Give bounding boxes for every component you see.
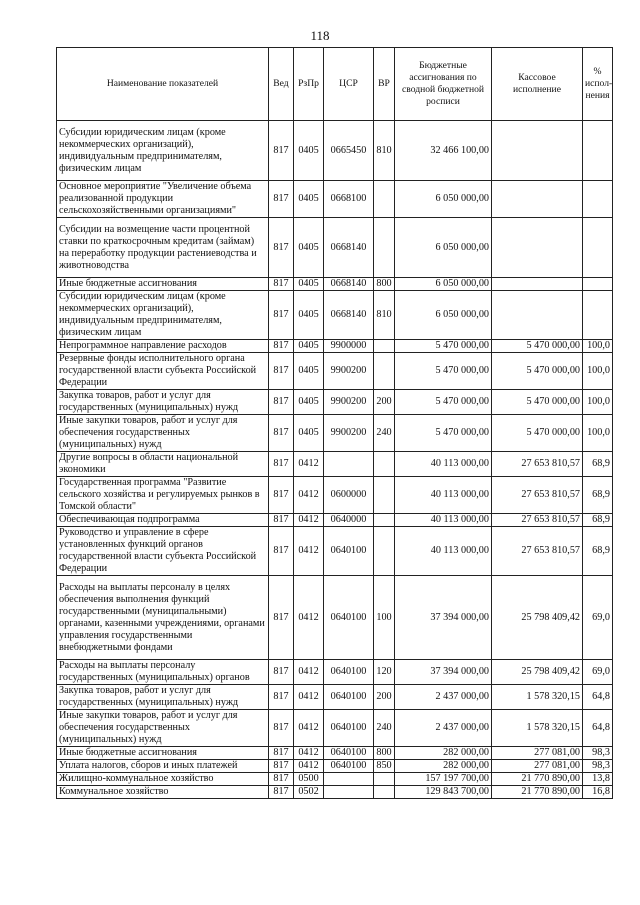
cell-vr: 120	[374, 660, 395, 685]
cell-rzpr: 0500	[294, 773, 324, 786]
cell-ved: 817	[269, 710, 294, 747]
cell-csr: 0668140	[324, 218, 374, 278]
cell-assign: 37 394 000,00	[395, 660, 492, 685]
cell-assign: 5 470 000,00	[395, 390, 492, 415]
cell-name: Резервные фонды исполнительного органа государственной власти субъекта Российской Федерации	[57, 353, 269, 390]
cell-ved: 817	[269, 291, 294, 340]
cell-vr: 240	[374, 415, 395, 452]
cell-cash: 1 578 320,15	[492, 710, 583, 747]
cell-vr: 200	[374, 685, 395, 710]
cell-ved: 817	[269, 415, 294, 452]
cell-ved: 817	[269, 340, 294, 353]
cell-rzpr: 0412	[294, 527, 324, 576]
cell-ved: 817	[269, 353, 294, 390]
cell-vr: 810	[374, 291, 395, 340]
cell-cash: 27 653 810,57	[492, 477, 583, 514]
cell-cash: 25 798 409,42	[492, 660, 583, 685]
cell-cash: 21 770 890,00	[492, 773, 583, 786]
table-row	[57, 660, 613, 685]
cell-csr: 0640100	[324, 710, 374, 747]
cell-vr	[374, 452, 395, 477]
table-row	[57, 218, 613, 278]
header-percent: % испол-нения	[583, 48, 613, 121]
cell-assign: 40 113 000,00	[395, 477, 492, 514]
cell-csr: 9900200	[324, 390, 374, 415]
cell-vr: 810	[374, 121, 395, 181]
cell-pct	[583, 278, 613, 291]
cell-csr: 9900200	[324, 415, 374, 452]
cell-name: Обеспечивающая подпрограмма	[57, 514, 269, 527]
cell-vr: 800	[374, 747, 395, 760]
cell-name: Субсидии юридическим лицам (кроме некоммерческих организаций), индивидуальным предпринимателям, физическим лицам	[57, 291, 269, 340]
cell-cash: 27 653 810,57	[492, 452, 583, 477]
cell-ved: 817	[269, 121, 294, 181]
cell-csr: 0668100	[324, 181, 374, 218]
cell-assign: 282 000,00	[395, 747, 492, 760]
cell-vr	[374, 514, 395, 527]
cell-assign: 40 113 000,00	[395, 452, 492, 477]
cell-assign: 40 113 000,00	[395, 514, 492, 527]
cell-cash	[492, 181, 583, 218]
cell-assign: 6 050 000,00	[395, 291, 492, 340]
cell-name: Иные бюджетные ассигнования	[57, 747, 269, 760]
cell-assign: 32 466 100,00	[395, 121, 492, 181]
cell-name: Иные закупки товаров, работ и услуг для обеспечения государственных (муниципальных) нужд	[57, 415, 269, 452]
cell-pct: 13,8	[583, 773, 613, 786]
cell-cash	[492, 278, 583, 291]
cell-name: Государственная программа "Развитие сельского хозяйства и регулируемых рынков в Томской области"	[57, 477, 269, 514]
cell-pct: 16,8	[583, 786, 613, 799]
cell-assign: 5 470 000,00	[395, 415, 492, 452]
cell-pct: 98,3	[583, 747, 613, 760]
table-row	[57, 291, 613, 340]
cell-pct: 68,9	[583, 514, 613, 527]
cell-pct: 69,0	[583, 576, 613, 660]
cell-vr	[374, 340, 395, 353]
cell-cash: 5 470 000,00	[492, 415, 583, 452]
cell-name: Уплата налогов, сборов и иных платежей	[57, 760, 269, 773]
cell-csr: 0640100	[324, 527, 374, 576]
cell-csr	[324, 452, 374, 477]
cell-rzpr: 0412	[294, 710, 324, 747]
cell-rzpr: 0502	[294, 786, 324, 799]
cell-assign: 5 470 000,00	[395, 340, 492, 353]
cell-csr	[324, 773, 374, 786]
cell-name: Руководство и управление в сфере установленных функций органов государственной власти субъекта Российской Федерации	[57, 527, 269, 576]
cell-name: Субсидии на возмещение части процентной ставки по краткосрочным кредитам (займам) на переработку продукции растениеводства и животноводства	[57, 218, 269, 278]
cell-pct	[583, 121, 613, 181]
table-row	[57, 747, 613, 760]
cell-assign: 6 050 000,00	[395, 181, 492, 218]
cell-assign: 129 843 700,00	[395, 786, 492, 799]
cell-name: Иные бюджетные ассигнования	[57, 278, 269, 291]
cell-vr	[374, 181, 395, 218]
cell-cash: 277 081,00	[492, 747, 583, 760]
cell-name: Расходы на выплаты персоналу государственных (муниципальных) органов	[57, 660, 269, 685]
cell-assign: 157 197 700,00	[395, 773, 492, 786]
cell-vr	[374, 218, 395, 278]
cell-pct	[583, 181, 613, 218]
cell-csr: 9900200	[324, 353, 374, 390]
cell-csr: 0665450	[324, 121, 374, 181]
table-row	[57, 527, 613, 576]
cell-vr: 850	[374, 760, 395, 773]
table-row	[57, 576, 613, 660]
budget-table	[56, 47, 613, 799]
cell-csr: 0668140	[324, 278, 374, 291]
header-ved: Вед	[269, 48, 294, 121]
cell-assign: 2 437 000,00	[395, 685, 492, 710]
cell-ved: 817	[269, 390, 294, 415]
cell-csr: 0640100	[324, 660, 374, 685]
cell-cash: 27 653 810,57	[492, 527, 583, 576]
cell-ved: 817	[269, 576, 294, 660]
table-row	[57, 786, 613, 799]
cell-csr: 0640100	[324, 760, 374, 773]
cell-rzpr: 0412	[294, 452, 324, 477]
header-rzpr: РзПр	[294, 48, 324, 121]
cell-rzpr: 0405	[294, 340, 324, 353]
cell-cash: 5 470 000,00	[492, 353, 583, 390]
cell-ved: 817	[269, 527, 294, 576]
cell-rzpr: 0405	[294, 291, 324, 340]
cell-vr: 200	[374, 390, 395, 415]
cell-vr: 100	[374, 576, 395, 660]
cell-rzpr: 0412	[294, 760, 324, 773]
cell-ved: 817	[269, 747, 294, 760]
cell-name: Субсидии юридическим лицам (кроме некоммерческих организаций), индивидуальным предпринимателям, физическим лицам	[57, 121, 269, 181]
cell-name: Иные закупки товаров, работ и услуг для обеспечения государственных (муниципальных) нужд	[57, 710, 269, 747]
table-row	[57, 415, 613, 452]
table-row	[57, 278, 613, 291]
cell-rzpr: 0405	[294, 278, 324, 291]
cell-pct: 98,3	[583, 760, 613, 773]
cell-assign: 2 437 000,00	[395, 710, 492, 747]
cell-name: Жилищно-коммунальное хозяйство	[57, 773, 269, 786]
cell-ved: 817	[269, 786, 294, 799]
cell-ved: 817	[269, 660, 294, 685]
cell-rzpr: 0412	[294, 660, 324, 685]
cell-ved: 817	[269, 760, 294, 773]
cell-csr: 0640100	[324, 747, 374, 760]
header-row	[57, 48, 613, 121]
cell-assign: 40 113 000,00	[395, 527, 492, 576]
cell-ved: 817	[269, 181, 294, 218]
cell-name: Другие вопросы в области национальной экономики	[57, 452, 269, 477]
cell-csr: 9900000	[324, 340, 374, 353]
table-row	[57, 353, 613, 390]
cell-name: Закупка товаров, работ и услуг для государственных (муниципальных) нужд	[57, 685, 269, 710]
cell-pct: 68,9	[583, 527, 613, 576]
cell-assign: 37 394 000,00	[395, 576, 492, 660]
cell-name: Закупка товаров, работ и услуг для государственных (муниципальных) нужд	[57, 390, 269, 415]
table-row	[57, 760, 613, 773]
cell-pct	[583, 291, 613, 340]
table-row	[57, 340, 613, 353]
cell-ved: 817	[269, 773, 294, 786]
cell-cash: 21 770 890,00	[492, 786, 583, 799]
cell-pct: 100,0	[583, 415, 613, 452]
cell-rzpr: 0405	[294, 390, 324, 415]
cell-rzpr: 0405	[294, 218, 324, 278]
cell-cash: 25 798 409,42	[492, 576, 583, 660]
table-row	[57, 181, 613, 218]
cell-pct: 100,0	[583, 340, 613, 353]
cell-rzpr: 0412	[294, 514, 324, 527]
cell-pct: 100,0	[583, 390, 613, 415]
cell-pct: 100,0	[583, 353, 613, 390]
cell-cash: 5 470 000,00	[492, 340, 583, 353]
cell-cash: 5 470 000,00	[492, 390, 583, 415]
cell-vr: 800	[374, 278, 395, 291]
cell-cash: 27 653 810,57	[492, 514, 583, 527]
cell-csr	[324, 786, 374, 799]
cell-vr	[374, 786, 395, 799]
header-cash-execution: Кассовое исполнение	[492, 48, 583, 121]
cell-vr: 240	[374, 710, 395, 747]
cell-ved: 817	[269, 514, 294, 527]
header-name: Наименование показателей	[57, 48, 269, 121]
cell-pct: 64,8	[583, 685, 613, 710]
cell-csr: 0600000	[324, 477, 374, 514]
cell-csr: 0640100	[324, 685, 374, 710]
cell-csr: 0640100	[324, 576, 374, 660]
cell-vr	[374, 773, 395, 786]
cell-pct: 68,9	[583, 477, 613, 514]
cell-rzpr: 0412	[294, 685, 324, 710]
cell-vr	[374, 477, 395, 514]
cell-name: Основное мероприятие "Увеличение объема реализованной продукции сельскохозяйственными организациями"	[57, 181, 269, 218]
cell-ved: 817	[269, 452, 294, 477]
table-row	[57, 477, 613, 514]
cell-ved: 817	[269, 218, 294, 278]
cell-rzpr: 0412	[294, 576, 324, 660]
cell-name: Непрограммное направление расходов	[57, 340, 269, 353]
cell-ved: 817	[269, 278, 294, 291]
table-row	[57, 710, 613, 747]
cell-pct	[583, 218, 613, 278]
cell-rzpr: 0412	[294, 477, 324, 514]
cell-assign: 6 050 000,00	[395, 278, 492, 291]
header-csr: ЦСР	[324, 48, 374, 121]
cell-assign: 6 050 000,00	[395, 218, 492, 278]
table-row	[57, 121, 613, 181]
cell-vr	[374, 353, 395, 390]
cell-assign: 282 000,00	[395, 760, 492, 773]
cell-pct: 69,0	[583, 660, 613, 685]
cell-cash: 277 081,00	[492, 760, 583, 773]
cell-cash	[492, 291, 583, 340]
cell-vr	[374, 527, 395, 576]
cell-csr: 0640000	[324, 514, 374, 527]
table-row	[57, 773, 613, 786]
header-assignments: Бюджетные ассигнования по сводной бюджетной росписи	[395, 48, 492, 121]
page-number: 118	[310, 28, 330, 43]
cell-pct: 64,8	[583, 710, 613, 747]
cell-rzpr: 0405	[294, 415, 324, 452]
table-row	[57, 685, 613, 710]
cell-name: Коммунальное хозяйство	[57, 786, 269, 799]
cell-cash	[492, 218, 583, 278]
table-row	[57, 514, 613, 527]
cell-csr: 0668140	[324, 291, 374, 340]
cell-ved: 817	[269, 477, 294, 514]
cell-name: Расходы на выплаты персоналу в целях обеспечения выполнения функций государственными (муниципальными) органами, казенными учреждениями, органами управления государственными внебюджетными фондами	[57, 576, 269, 660]
cell-cash: 1 578 320,15	[492, 685, 583, 710]
cell-ved: 817	[269, 685, 294, 710]
cell-rzpr: 0405	[294, 181, 324, 218]
cell-rzpr: 0405	[294, 121, 324, 181]
header-vr: ВР	[374, 48, 395, 121]
cell-rzpr: 0405	[294, 353, 324, 390]
cell-cash	[492, 121, 583, 181]
table-row	[57, 390, 613, 415]
cell-pct: 68,9	[583, 452, 613, 477]
cell-rzpr: 0412	[294, 747, 324, 760]
cell-assign: 5 470 000,00	[395, 353, 492, 390]
table-row	[57, 452, 613, 477]
